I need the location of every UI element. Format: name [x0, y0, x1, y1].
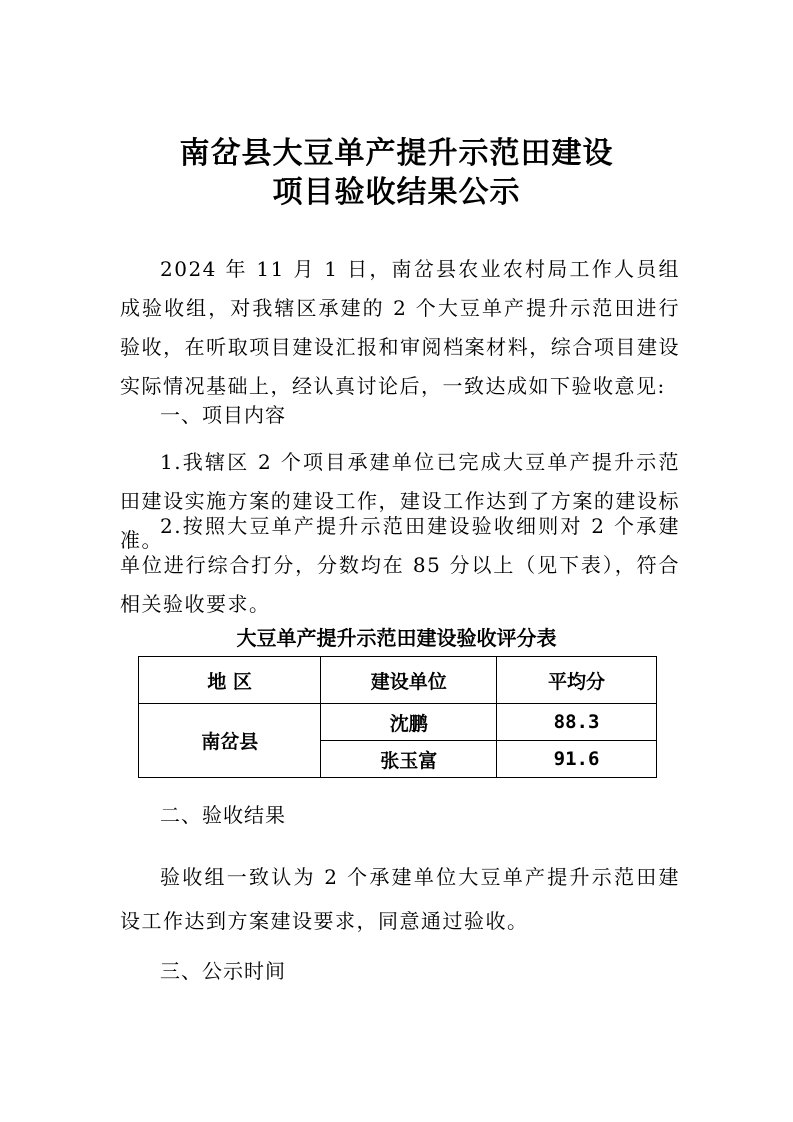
table-row	[139, 704, 657, 741]
section-3-heading: 三、公示时间	[160, 959, 286, 983]
section-1-heading: 一、项目内容	[160, 403, 286, 427]
score-table	[138, 656, 657, 778]
cell-region: 南岔县	[139, 704, 321, 778]
document-title-line-1: 南岔县大豆单产提升示范田建设	[179, 136, 614, 171]
header-score: 平均分	[497, 657, 657, 704]
header-unit: 建设单位	[321, 657, 497, 704]
section-2-heading: 二、验收结果	[160, 803, 286, 827]
cell-unit: 沈鹏	[321, 704, 497, 741]
cell-score: 91.6	[497, 741, 657, 778]
document-title-line-2: 项目验收结果公示	[272, 175, 521, 210]
header-region: 地 区	[139, 657, 321, 704]
cell-score: 88.3	[497, 704, 657, 741]
table-header-row	[139, 657, 657, 704]
section-1-item-2: 2.按照大豆单产提升示范田建设验收细则对 2 个承建单位进行综合打分，分数均在 85 分以上（见下表），符合相关验收要求。	[120, 514, 680, 616]
score-table-title: 大豆单产提升示范田建设验收评分表	[236, 626, 557, 650]
section-2-paragraph: 验收组一致认为 2 个承建单位大豆单产提升示范田建设工作达到方案建设要求，同意通过验收。	[120, 865, 680, 933]
cell-unit: 张玉富	[321, 741, 497, 778]
intro-paragraph: 2024 年 11 月 1 日，南岔县农业农村局工作人员组成验收组，对我辖区承建的 2 个大豆单产提升示范田进行验收，在听取项目建设汇报和审阅档案材料，综合项目建设实际情况基础上，经认真讨论后，一致达成如下验收意见:	[120, 257, 680, 398]
section-1-item-1: 1.我辖区 2 个项目承建单位已完成大豆单产提升示范田建设实施方案的建设工作，建设工作达到了方案的建设标准。	[120, 450, 680, 552]
